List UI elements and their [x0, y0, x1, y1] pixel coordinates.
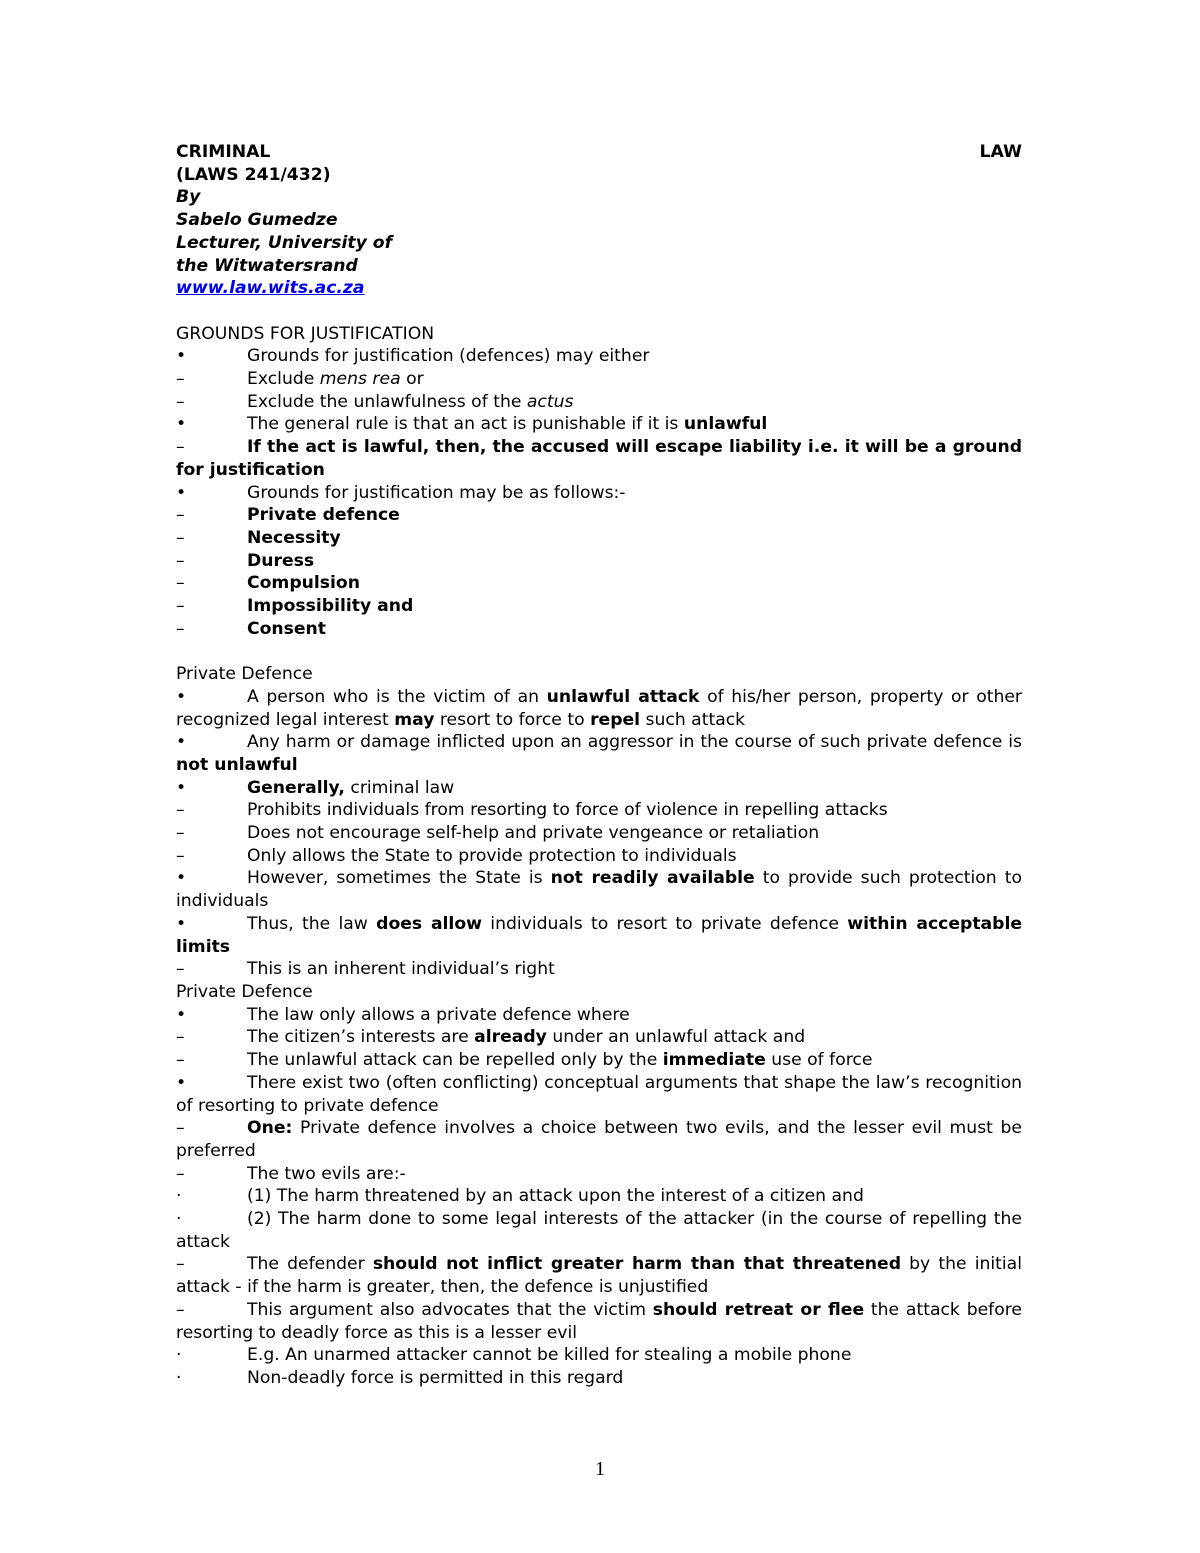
title-line — [176, 141, 1022, 164]
dash-marker: – — [176, 391, 185, 412]
list-item: – Consent — [176, 618, 326, 639]
list-item: – Private defence — [176, 505, 400, 526]
section-title-private-defence: Private Defence — [176, 664, 313, 685]
title-right: LAW — [979, 142, 1022, 162]
list-item: – Duress — [176, 550, 315, 571]
list-item: – If the act is lawful, then, the accused will escape liability i.e. it will be a ground for justification — [176, 437, 1022, 480]
spacer — [176, 300, 1022, 323]
list-item: • Thus, the law does allow individuals to resort to private defence within acceptable limits — [176, 913, 1022, 957]
bullet-marker: • — [176, 346, 187, 367]
list-item: · (1) The harm threatened by an attack upon the interest of a citizen and — [176, 1186, 864, 1207]
bullet-marker: • — [176, 913, 187, 934]
document-page — [176, 141, 1022, 1390]
list-item: – Necessity — [176, 527, 341, 548]
spacer — [176, 640, 1022, 663]
dash-marker: – — [176, 1299, 185, 1320]
list-item: – Only allows the State to provide protection to individuals — [176, 845, 737, 866]
section-title-private-defence: Private Defence — [176, 981, 313, 1002]
list-item: – The citizen’s interests are already under an unlawful attack and — [176, 1027, 806, 1048]
list-item: • The general rule is that an act is punishable if it is unlawful — [176, 414, 768, 435]
list-item: – Exclude mens rea or — [176, 369, 424, 390]
dash-marker: – — [176, 527, 185, 548]
list-item: – Impossibility and — [176, 596, 414, 617]
section-title-grounds: GROUNDS FOR JUSTIFICATION — [176, 323, 435, 344]
dash-marker: – — [176, 1027, 185, 1048]
list-item: • However, sometimes the State is not readily available to provide such protection to individuals — [176, 868, 1022, 912]
bullet-marker: • — [176, 732, 187, 753]
dash-marker: – — [176, 1050, 185, 1071]
title-left: CRIMINAL — [176, 142, 271, 162]
author-institution: the Witwatersrand — [176, 255, 358, 276]
list-item: – This argument also advocates that the victim should retreat or flee the attack before resorting to deadly force as this is a lesser evil — [176, 1299, 1023, 1343]
bullet-marker: • — [176, 1072, 187, 1093]
list-item: – The unlawful attack can be repelled only by the immediate use of force — [176, 1050, 873, 1071]
author-name: Sabelo Gumedze — [176, 210, 338, 231]
list-item: – One: Private defence involves a choice between two evils, and the lesser evil must be preferred — [176, 1118, 1022, 1161]
list-item: – Prohibits individuals from resorting to force of violence in repelling attacks — [176, 800, 888, 821]
dash-marker: – — [176, 1163, 185, 1184]
list-item: – Does not encourage self-help and private vengeance or retaliation — [176, 823, 820, 844]
page-number: 1 — [595, 1458, 605, 1480]
dash-marker: – — [176, 505, 185, 526]
dash-marker: – — [176, 1254, 185, 1275]
bullet-marker: • — [176, 686, 187, 707]
dash-marker: – — [176, 437, 185, 458]
dash-marker: – — [176, 823, 185, 844]
dash-marker: – — [176, 573, 185, 594]
list-item: • Any harm or damage inflicted upon an aggressor in the course of such private defence is not unlawful — [176, 732, 1022, 775]
list-item: • Generally, criminal law — [176, 777, 455, 798]
list-item: • Grounds for justification (defences) may either — [176, 346, 650, 367]
dash-marker: – — [176, 800, 185, 821]
bullet-marker: • — [176, 777, 187, 798]
dash-marker: – — [176, 618, 185, 639]
list-item: – The two evils are:- — [176, 1163, 406, 1184]
author-position: Lecturer, University of — [176, 232, 393, 253]
bullet-marker: • — [176, 868, 187, 889]
list-item: – Compulsion — [176, 573, 360, 594]
dash-marker: – — [176, 1118, 185, 1139]
small-bullet-marker: · — [176, 1367, 182, 1388]
dash-marker: – — [176, 959, 185, 980]
website-link[interactable]: www.law.wits.ac.za — [176, 278, 365, 299]
list-item: • A person who is the victim of an unlawful attack of his/her person, property or other recognized legal interest may resort to force to repel such attack — [176, 686, 1022, 730]
bullet-marker: • — [176, 482, 187, 503]
list-item: · E.g. An unarmed attacker cannot be killed for stealing a mobile phone — [176, 1345, 852, 1366]
list-item: · Non-deadly force is permitted in this regard — [176, 1367, 624, 1388]
list-item: – The defender should not inflict greater harm than that threatened by the initial attack - if the harm is greater, then, the defence is unjustified — [176, 1254, 1022, 1298]
small-bullet-marker: · — [176, 1186, 182, 1207]
dash-marker: – — [176, 845, 185, 866]
list-item: • The law only allows a private defence where — [176, 1004, 630, 1025]
list-item: – Exclude the unlawfulness of the actus — [176, 391, 574, 412]
small-bullet-marker: · — [176, 1209, 182, 1230]
list-item: • Grounds for justification may be as follows:- — [176, 482, 626, 503]
list-item: – This is an inherent individual’s right — [176, 959, 555, 980]
list-item: · (2) The harm done to some legal interests of the attacker (in the course of repelling the attack — [176, 1209, 1022, 1252]
dash-marker: – — [176, 550, 185, 571]
bullet-marker: • — [176, 414, 187, 435]
course-code: (LAWS 241/432) — [176, 164, 331, 185]
by-label: By — [176, 187, 201, 208]
dash-marker: – — [176, 596, 185, 617]
small-bullet-marker: · — [176, 1345, 182, 1366]
bullet-marker: • — [176, 1004, 187, 1025]
dash-marker: – — [176, 369, 185, 390]
list-item: • There exist two (often conflicting) conceptual arguments that shape the law’s recognition of resorting to private defence — [176, 1072, 1022, 1116]
